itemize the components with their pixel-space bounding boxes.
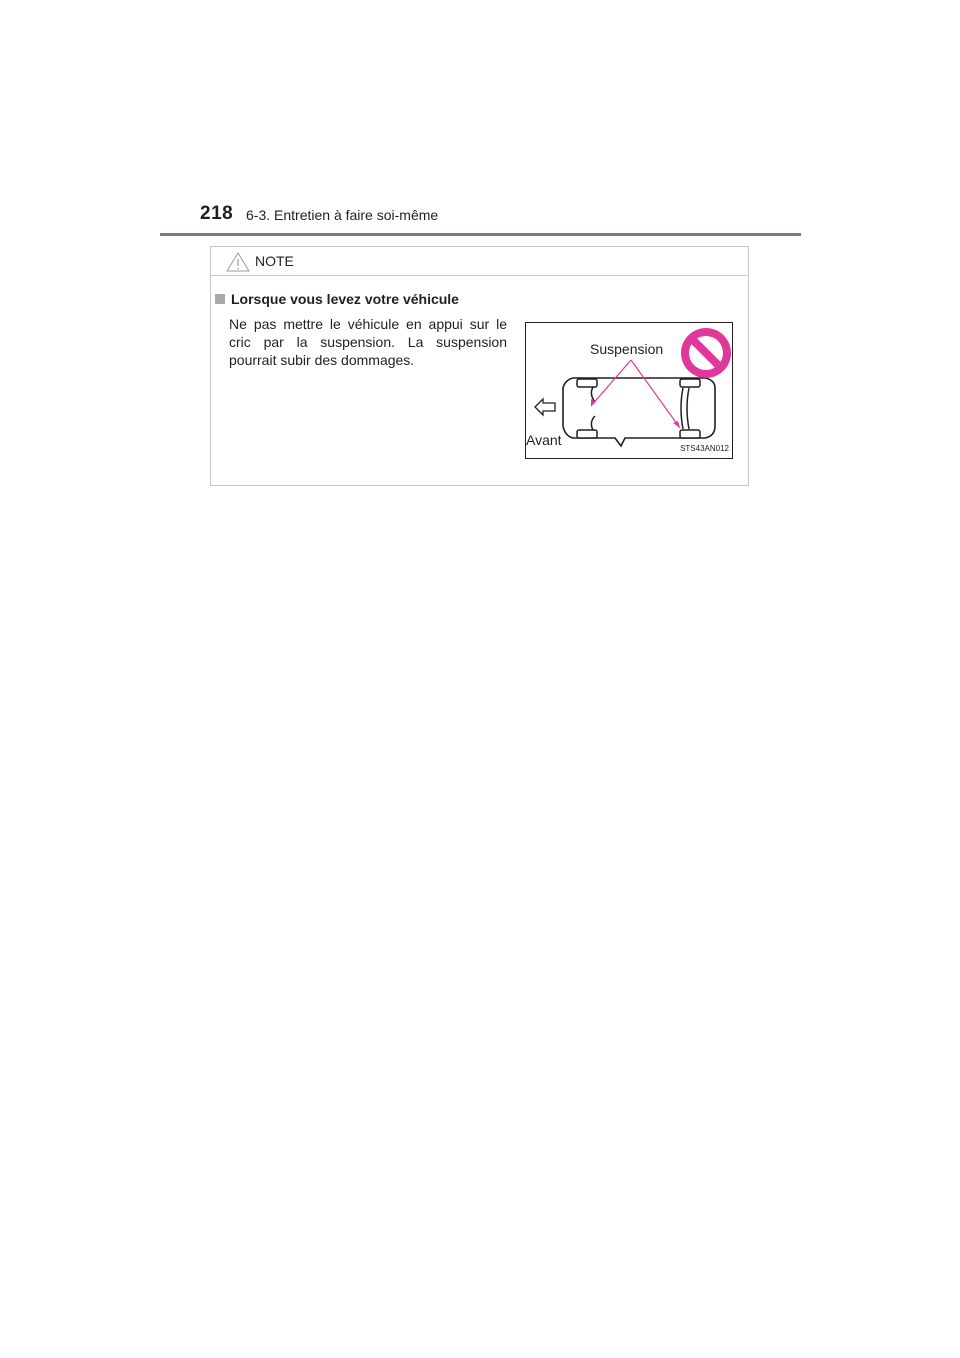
note-header bbox=[211, 247, 748, 276]
prohibited-sign-icon bbox=[681, 328, 731, 378]
item-heading-text: Lorsque vous levez votre véhicule bbox=[231, 291, 459, 307]
square-bullet-icon bbox=[215, 294, 225, 304]
page-number: 218 bbox=[200, 203, 234, 224]
note-box bbox=[210, 246, 749, 486]
body-text: Ne pas mettre le véhicule en appui sur le cric par la suspension. La suspension pourrait subir des dommages. bbox=[229, 316, 507, 368]
note-label: NOTE bbox=[255, 253, 294, 269]
suspension-figure bbox=[525, 322, 733, 459]
header-divider bbox=[160, 233, 801, 236]
section-title: 6-3. Entretien à faire soi-même bbox=[246, 207, 439, 223]
suspension-label: Suspension bbox=[590, 341, 664, 357]
figure-code: STS43AN012 bbox=[680, 444, 729, 453]
front-label: Avant bbox=[526, 432, 562, 448]
warning-triangle-icon bbox=[225, 251, 251, 273]
item-heading bbox=[215, 291, 459, 307]
